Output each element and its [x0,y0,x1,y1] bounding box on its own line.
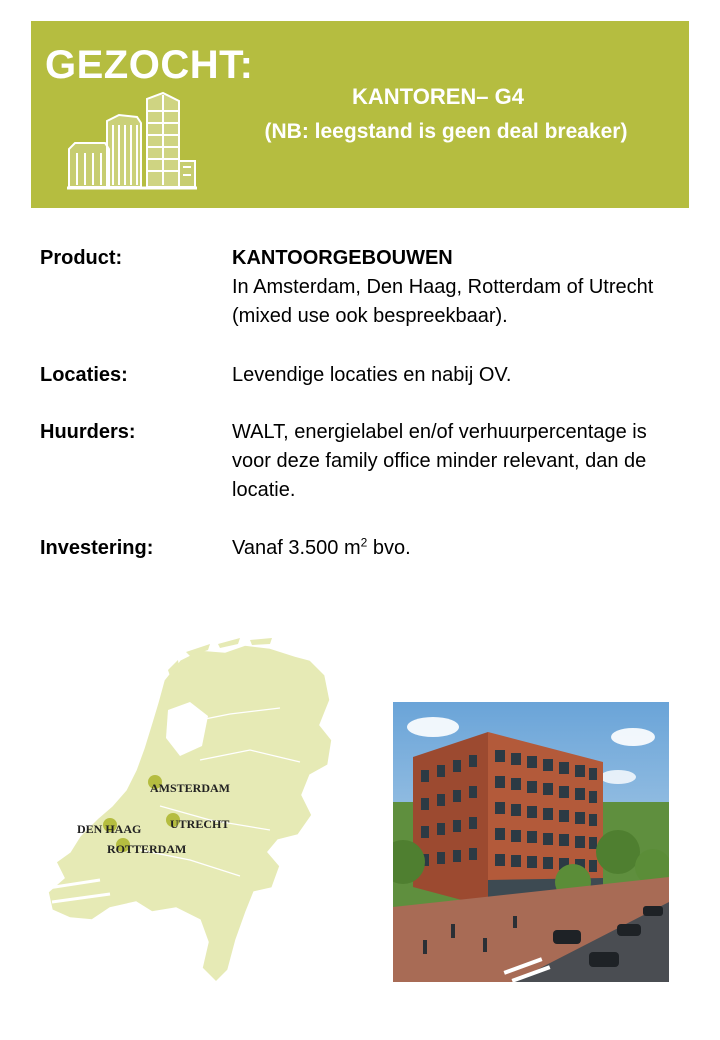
huurders-label: Huurders: [40,421,136,443]
investering-suffix: bvo. [367,537,411,559]
header-banner [31,21,689,208]
office-building-photo [393,702,669,987]
netherlands-map [40,630,340,995]
superscript-2: 2 [360,535,368,550]
city-label-amsterdam: AMSTERDAM [150,781,230,795]
banner-title: GEZOCHT: [45,43,254,87]
locaties-value: Levendige locaties en nabij OV. [232,364,512,386]
city-label-utrecht: UTRECHT [170,817,230,831]
huurders-value: WALT, energielabel en/of verhuurpercentage is voor deze family office minder relevant, dan de locatie. [232,421,647,501]
product-label: Product: [40,247,123,269]
netherlands-land-shape [48,645,332,982]
office-buildings-icon [67,91,197,196]
locaties-label: Locaties: [40,364,128,386]
product-text: In Amsterdam, Den Haag, Rotterdam of Utrecht (mixed use ook bespreekbaar). [232,276,654,327]
banner-subheading: (NB: leegstand is geen deal breaker) [264,120,628,143]
investering-text: Vanaf 3.500 m [232,537,361,559]
city-label-rotterdam: ROTTERDAM [107,842,187,856]
city-label-den-haag: DEN HAAG [77,822,142,836]
investering-label: Investering: [40,537,154,559]
banner-heading: KANTOREN– G4 [352,84,524,109]
investering-value [232,534,682,563]
product-title: KANTOORGEBOUWEN [232,247,453,269]
product-value [232,244,682,331]
